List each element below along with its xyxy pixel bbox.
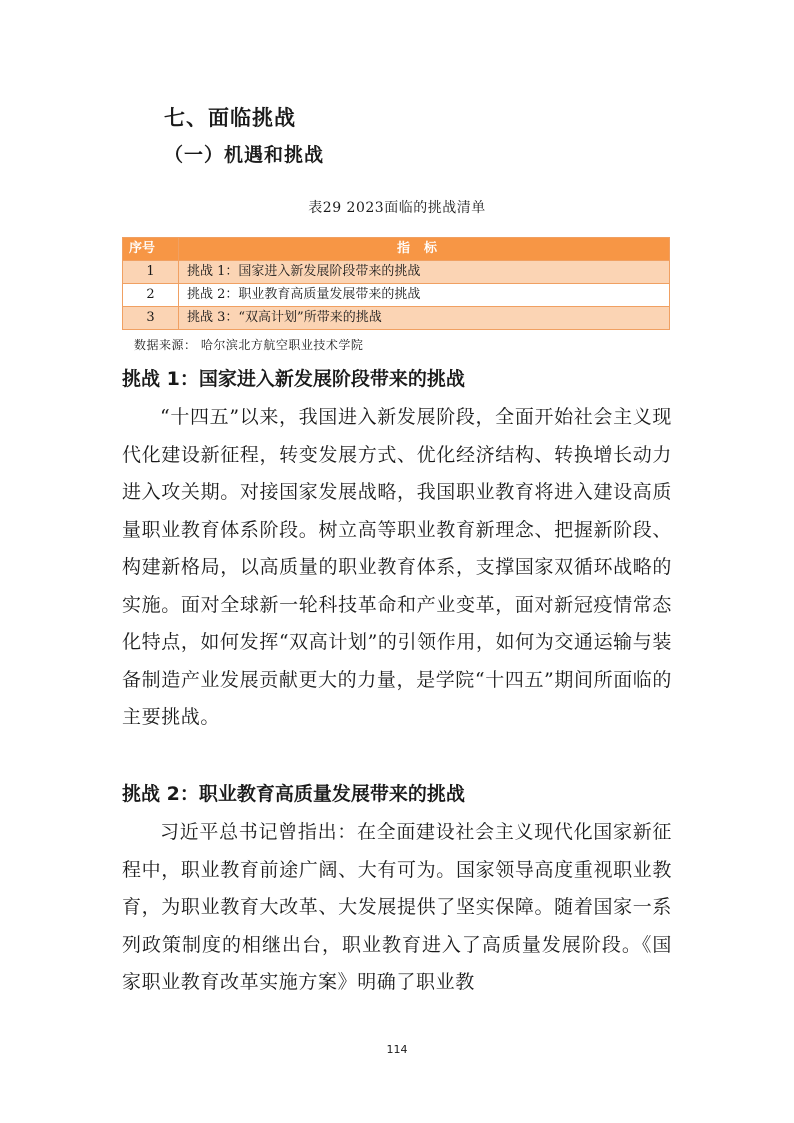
challenge-2-title: 挑战 2：职业教育高质量发展带来的挑战	[122, 783, 465, 805]
challenge-1-title: 挑战 1：国家进入新发展阶段带来的挑战	[122, 368, 465, 390]
row-item: 挑战 3：“双高计划”所带来的挑战	[179, 307, 670, 330]
row-item: 挑战 1：国家进入新发展阶段带来的挑战	[179, 261, 670, 284]
table-header-row	[123, 238, 670, 261]
row-item: 挑战 2：职业教育高质量发展带来的挑战	[179, 284, 670, 307]
row-number: 3	[123, 307, 179, 330]
table-row	[123, 307, 670, 330]
challenge-2-body: 习近平总书记曾指出：在全面建设社会主义现代化国家新征程中，职业教育前途广阔、大有可为。国家领导高度重视职业教育，为职业教育大改革、大发展提供了坚实保障。随着国家一系列政策制度的相继出台，职业教育进入了高质量发展阶段。《国家职业教育改革实施方案》明确了职业教	[122, 821, 672, 993]
page-number: 114	[386, 1043, 408, 1056]
chapter-heading: 七、面临挑战	[164, 106, 296, 130]
table-row	[123, 261, 670, 284]
table-caption: 表29 2023面临的挑战清单	[308, 200, 486, 216]
table-row	[123, 284, 670, 307]
header-no: 序号	[123, 238, 179, 261]
section-heading: （一）机遇和挑战	[164, 144, 325, 166]
row-number: 1	[123, 261, 179, 284]
challenges-table	[122, 237, 670, 330]
challenge-1-body: “十四五”以来，我国进入新发展阶段，全面开始社会主义现代化建设新征程，转变发展方式、优化经济结构、转换增长动力进入攻关期。对接国家发展战略，我国职业教育将进入建设高质量职业教育体系阶段。树立高等职业教育新理念、把握新阶段、构建新格局，以高质量的职业教育体系，支撑国家双循环战略的实施。面对全球新一轮科技革命和产业变革，面对新冠疫情常态化特点，如何发挥“双高计划”的引领作用，如何为交通运输与装备制造产业发展贡献更大的力量，是学院“十四五”期间所面临的主要挑战。	[122, 406, 672, 728]
row-number: 2	[123, 284, 179, 307]
header-item: 指标	[179, 238, 670, 261]
data-source-note: 数据来源： 哈尔滨北方航空职业技术学院	[134, 338, 364, 352]
